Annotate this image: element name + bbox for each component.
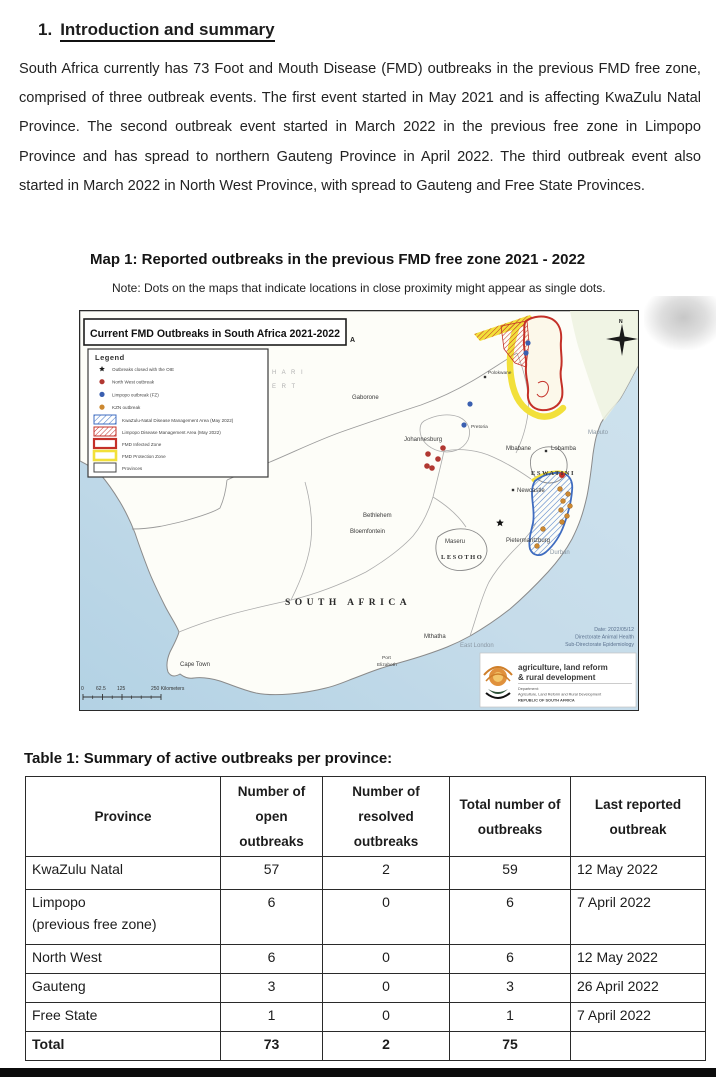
cell-resolved: 0 [323, 945, 450, 974]
map-label: Bethlehem [363, 513, 392, 519]
cell-open: 6 [221, 945, 323, 974]
cell-province [26, 890, 221, 945]
col-open: Number of open outbreaks [221, 777, 323, 857]
map-title-text: Current FMD Outbreaks in South Africa 2021-2022 [90, 328, 340, 340]
outbreak-map [79, 310, 639, 711]
province-sub: (previous free zone) [32, 916, 157, 932]
cell-province: Gauteng [26, 974, 221, 1003]
table-row [26, 974, 706, 1003]
orange-outbreak-dot [535, 544, 540, 549]
legend-swatch-outline-black [94, 463, 116, 472]
cell-total: 6 [450, 890, 571, 945]
red-outbreak-dot [425, 451, 431, 457]
cell-province: North West [26, 945, 221, 974]
legend-label: Provinces [122, 466, 143, 471]
orange-outbreak-dot [565, 514, 570, 519]
credit-subdirectorate: Sub-Directorate Epidemiology [565, 642, 634, 648]
cell-total: 59 [450, 857, 571, 890]
table-row [26, 1003, 706, 1032]
legend-label: KZN outbreak [112, 405, 141, 411]
map-label: H A R I [272, 370, 305, 376]
map-label: Mthatha [424, 634, 446, 640]
section-heading [38, 20, 275, 40]
blue-outbreak-dot [461, 422, 466, 427]
table-row [26, 890, 706, 945]
legend-label: Limpopo outbreak (FZ) [112, 392, 159, 398]
legend-label: Limpopo Disease Management Area (May 2022) [122, 430, 221, 435]
map-label: Durban [550, 550, 570, 556]
map-label: Maseru [445, 539, 466, 545]
table-header-row [26, 777, 706, 857]
map-label: A [350, 337, 356, 344]
scale-tick-label: 250 Kilometers [151, 686, 185, 692]
legend-dot-marker [99, 379, 104, 384]
logo-dept-label: Department: [518, 687, 539, 691]
legend-label: FMD Infected Zone [122, 442, 162, 447]
legend-swatch-hatch-blue [94, 415, 116, 424]
map-label: E R T [272, 384, 298, 390]
cell-resolved: 0 [323, 974, 450, 1003]
cell-resolved: 0 [323, 1003, 450, 1032]
table-row [26, 945, 706, 974]
cell-last-empty [571, 1032, 706, 1061]
orange-outbreak-dot [568, 504, 573, 509]
orange-outbreak-dot [566, 492, 571, 497]
scan-artifact [644, 296, 716, 350]
orange-outbreak-dot [559, 508, 564, 513]
orange-outbreak-dot [560, 520, 565, 525]
cell-province: KwaZulu Natal [26, 857, 221, 890]
city-marker [512, 489, 514, 491]
table-total-row [26, 1032, 706, 1061]
map-caption: Map 1: Reported outbreaks in the previous FMD free zone 2021 - 2022 [90, 251, 586, 268]
map-label: Bloemfontein [350, 529, 386, 535]
lesotho [436, 529, 487, 571]
cell-open: 57 [221, 857, 323, 890]
map-label: Mbabane [506, 446, 532, 452]
legend-swatch-outline-red [94, 439, 116, 448]
cell-total: 75 [450, 1032, 571, 1061]
scale-tick-label: 0 [81, 686, 84, 692]
cell-total: 6 [450, 945, 571, 974]
table-row [26, 857, 706, 890]
red-outbreak-dot [440, 445, 446, 451]
map-note: Note: Dots on the maps that indicate locations in close proximity might appear as single dots. [112, 281, 606, 295]
credit-directorate: Directorate Animal Health [575, 634, 634, 641]
map-label: Elizabeth [377, 663, 397, 668]
map-label: Newcastle [517, 488, 545, 494]
cell-open: 3 [221, 974, 323, 1003]
province-name: Limpopo [32, 894, 86, 910]
red-outbreak-dot [429, 465, 435, 471]
cell-last: 12 May 2022 [571, 945, 706, 974]
city-marker [484, 376, 486, 378]
cell-open: 1 [221, 1003, 323, 1032]
red-outbreak-dot [435, 456, 441, 462]
credit-date: Date: 2022/05/12 [594, 627, 634, 633]
cell-province: Total [26, 1032, 221, 1061]
legend-label: FMD Protection Zone [122, 454, 166, 459]
table-caption: Table 1: Summary of active outbreaks per province: [24, 750, 393, 767]
legend-label: KwaZulu-Natal Disease Management Area (May 2022) [122, 418, 234, 423]
logo-line2: & rural development [518, 673, 596, 682]
cell-total: 3 [450, 974, 571, 1003]
blue-outbreak-dot [467, 401, 472, 406]
legend-label: North West outbreak [112, 379, 155, 385]
map-label: Lobamba [551, 446, 577, 452]
orange-outbreak-dot [561, 499, 566, 504]
cell-open: 6 [221, 890, 323, 945]
cell-last: 7 April 2022 [571, 1003, 706, 1032]
cell-resolved: 2 [323, 857, 450, 890]
scale-tick-label: 62.5 [96, 686, 106, 692]
map-label: SOUTH AFRICA [285, 598, 412, 608]
map-label: Pietermaritzburg [506, 538, 551, 544]
city-marker [545, 450, 547, 452]
logo-line1: agriculture, land reform [518, 663, 608, 672]
col-last: Last reported outbreak [571, 777, 706, 857]
col-total: Total number of outbreaks [450, 777, 571, 857]
cell-province: Free State [26, 1003, 221, 1032]
col-province: Province [26, 777, 221, 857]
section-number: 1. [38, 20, 53, 39]
map-label: Cape Town [180, 662, 210, 668]
orange-outbreak-dot [558, 487, 563, 492]
section-title: Introduction and summary [60, 20, 274, 42]
page-edge-bar [0, 1068, 716, 1077]
scale-tick-label: 125 [117, 686, 126, 692]
map-label: Port [382, 656, 391, 661]
legend-dot-marker [99, 405, 104, 410]
intro-paragraph: South Africa currently has 73 Foot and Mouth Disease (FMD) outbreaks in the previous FMD free zone, comprised of three outbreak events. The first event started in May 2021 and is affecting KwaZulu Natal Province. The second outbreak event started in March 2022 in the previous free zone in Limpopo Province and has spread to northern Gauteng Province in April 2022. The third outbreak event also started in March 2022 in North West Province, with spread to Gauteng and Free State Provinces. [19, 61, 701, 194]
map-label: Johannesburg [404, 437, 443, 443]
logo-dept-name: Agriculture, Land Reform and Rural Development [518, 692, 602, 697]
blue-outbreak-dot [523, 350, 528, 355]
cell-resolved: 0 [323, 890, 450, 945]
legend-swatch-hatch-red [94, 427, 116, 436]
map-label: Pretoria [471, 425, 488, 430]
map-label: Maputo [588, 430, 609, 436]
legend-swatch-outline-yellow [94, 451, 116, 460]
map-svg [80, 311, 638, 710]
orange-outbreak-dot [541, 527, 546, 532]
blue-outbreak-dot [525, 340, 530, 345]
cell-open: 73 [221, 1032, 323, 1061]
map-label: Gaborone [352, 395, 379, 401]
legend-dot-marker [99, 392, 104, 397]
map-label: LESOTHO [441, 554, 484, 561]
map-label: Polokwane [488, 371, 512, 376]
map-label: East London [460, 643, 494, 649]
cell-last: 26 April 2022 [571, 974, 706, 1003]
department-logo [480, 653, 636, 707]
cell-total: 1 [450, 1003, 571, 1032]
logo-country: REPUBLIC OF SOUTH AFRICA [518, 697, 575, 703]
outbreak-summary-table [25, 776, 706, 1061]
legend-title: Legend [95, 353, 125, 362]
cell-last: 7 April 2022 [571, 890, 706, 945]
cell-last: 12 May 2022 [571, 857, 706, 890]
red-outbreak-dot [424, 463, 430, 469]
map-label: ESWATINI [531, 470, 576, 477]
col-resolved: Number of resolved outbreaks [323, 777, 450, 857]
legend-label: Outbreaks closed with the OIE [112, 367, 175, 372]
compass-n-label: N [619, 319, 623, 325]
cell-resolved: 2 [323, 1032, 450, 1061]
